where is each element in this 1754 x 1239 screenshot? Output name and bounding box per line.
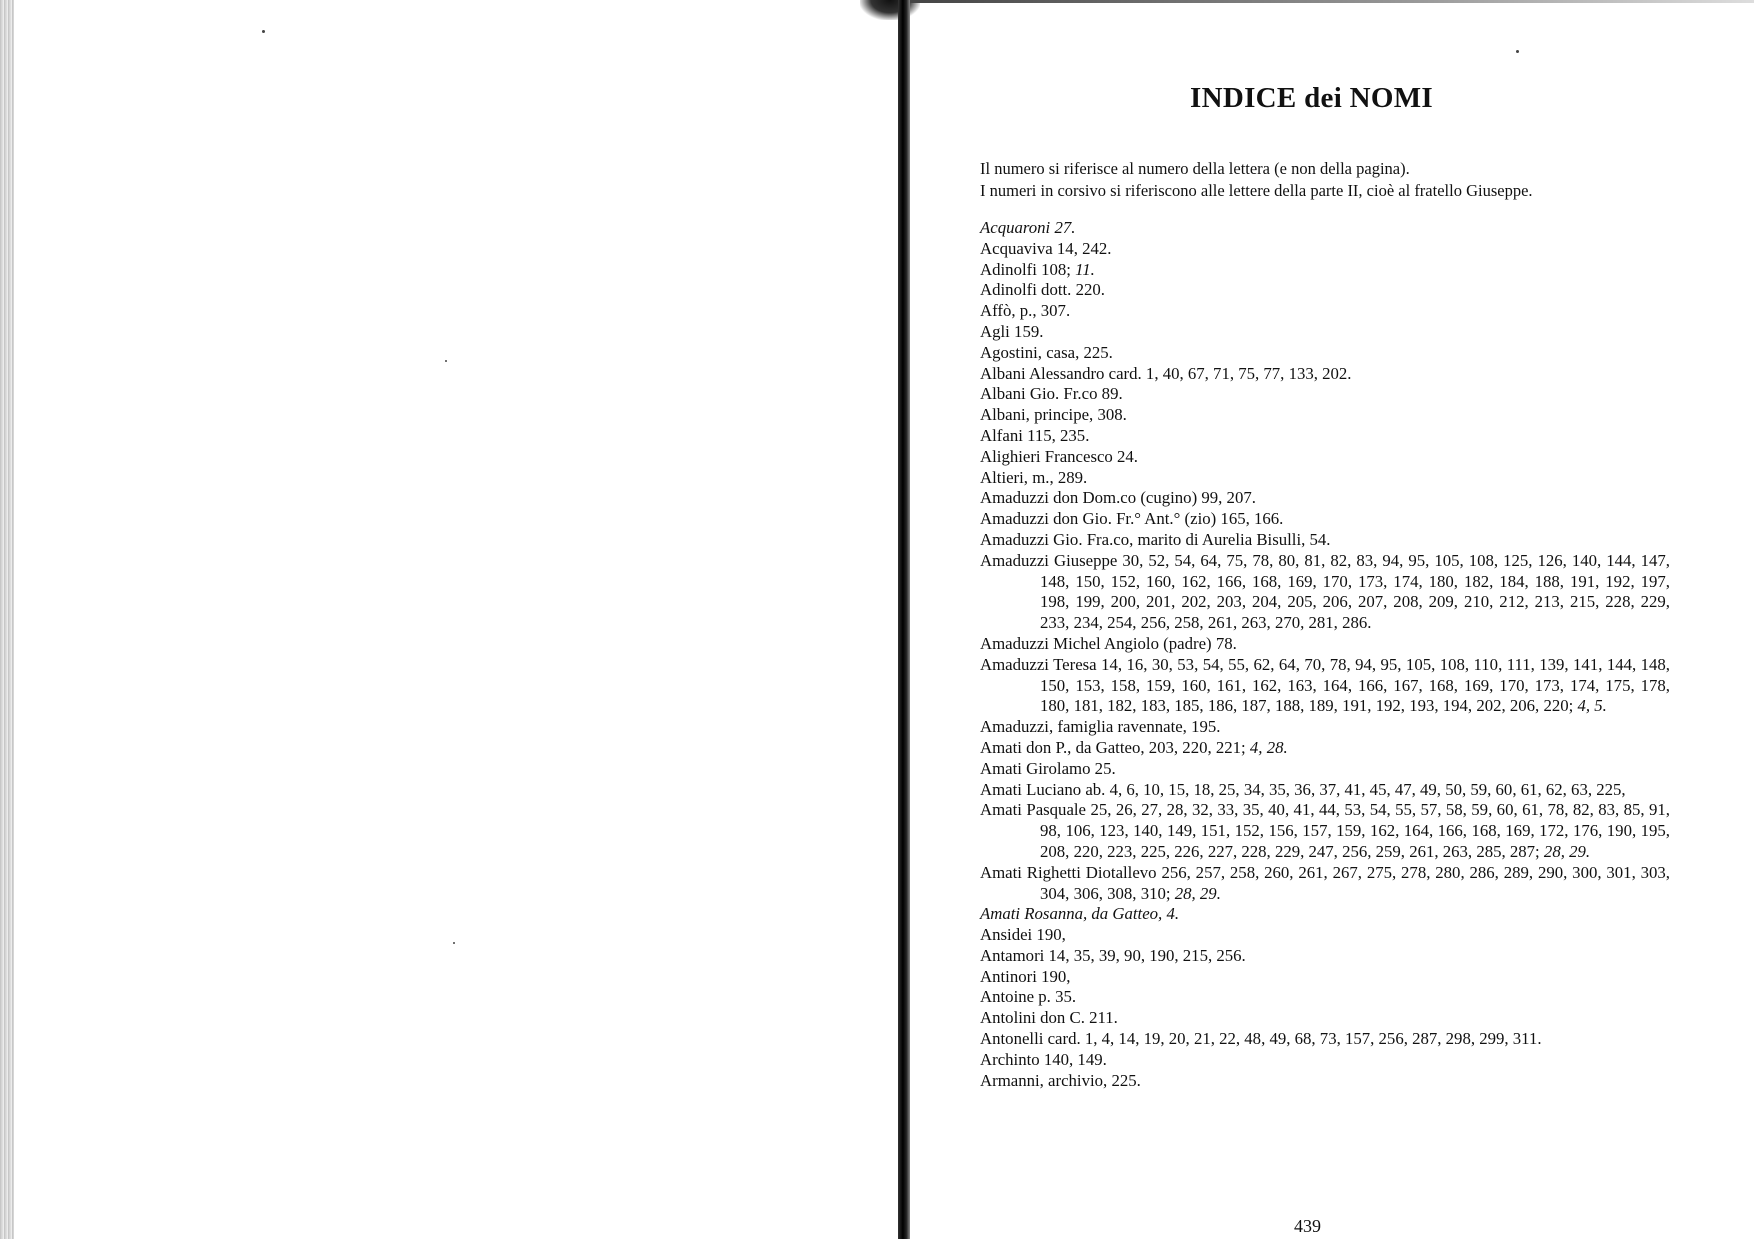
- entry-name: Amati Pasquale: [980, 800, 1087, 820]
- entry-name: Acquaviva: [980, 238, 1053, 258]
- entry-refs-italic: 28, 29.: [1543, 841, 1591, 861]
- index-entry: [980, 301, 1670, 322]
- entry-name: Amaduzzi Teresa: [980, 654, 1097, 674]
- entry-name: Amati Righetti Diotallevo: [980, 862, 1157, 882]
- entry-name: Amaduzzi Giuseppe: [980, 550, 1118, 570]
- entry-refs: 1, 40, 67, 71, 75, 77, 133, 202.: [1145, 363, 1352, 383]
- index-entry: [980, 925, 1670, 946]
- entry-name: Antamori: [980, 945, 1045, 965]
- entry-refs: 220.: [1075, 280, 1105, 300]
- scan-speck: [453, 942, 455, 944]
- entry-refs-italic: 4, 28.: [1249, 737, 1288, 757]
- entry-name: Amaduzzi, famiglia ravennate,: [980, 717, 1187, 737]
- entry-name: Amaduzzi don Gio. Fr.° Ant.° (zio): [980, 509, 1217, 529]
- index-entry: [980, 800, 1670, 862]
- index-entry: [980, 426, 1670, 447]
- index-entry: [980, 987, 1670, 1008]
- entry-name: Amati Luciano ab.: [980, 779, 1106, 799]
- entry-refs-italic: 28, 29.: [1174, 883, 1221, 903]
- index-entry: [980, 967, 1670, 988]
- entry-name: Amaduzzi Gio. Fra.co, marito di Aurelia Bisulli,: [980, 529, 1306, 549]
- entry-name: Amati don P., da Gatteo,: [980, 737, 1145, 757]
- entry-name: Armanni, archivio,: [980, 1070, 1108, 1090]
- entry-refs: 4.: [1166, 904, 1180, 924]
- entry-refs: 24.: [1117, 446, 1138, 466]
- index-entry: [980, 218, 1670, 239]
- entry-refs-italic: 11.: [1075, 259, 1095, 279]
- index-entry: [980, 364, 1670, 385]
- index-entry: [980, 384, 1670, 405]
- entry-refs: 27.: [1054, 218, 1076, 237]
- entry-refs: 108;: [1041, 259, 1071, 279]
- entry-name: Albani Gio. Fr.co: [980, 384, 1098, 404]
- entry-refs: 14, 35, 39, 90, 190, 215, 256.: [1048, 945, 1246, 965]
- entry-name: Antonelli card.: [980, 1029, 1081, 1049]
- entry-refs: 307.: [1040, 301, 1071, 321]
- index-entry: [980, 405, 1670, 426]
- index-entry: [980, 1008, 1670, 1029]
- entry-refs: 115, 235.: [1027, 425, 1090, 445]
- page-edge-stack: [0, 0, 14, 1239]
- entry-name: Alighieri Francesco: [980, 446, 1113, 466]
- entry-refs: 78.: [1215, 633, 1237, 653]
- index-entry: [980, 239, 1670, 260]
- index-entry: [980, 1071, 1670, 1092]
- entry-name: Alfani: [980, 425, 1023, 445]
- binding-shadow: [860, 0, 920, 20]
- index-entry: [980, 863, 1670, 905]
- book-gutter: [898, 0, 910, 1239]
- index-entry: [980, 530, 1670, 551]
- entry-refs: 256, 257, 258, 260, 261, 267, 275, 278, 280, 286, 289, 290, 300, 301, 303, 304, 306, 308, 310;: [1040, 862, 1670, 903]
- scan-speck: [1516, 50, 1519, 53]
- entry-refs: 225.: [1083, 342, 1113, 362]
- entry-name: Acquaroni: [980, 218, 1051, 237]
- entry-refs: 25, 26, 27, 28, 32, 33, 35, 40, 41, 44, 53, 54, 55, 57, 58, 59, 60, 61, 78, 82, 83, 85, 91, 98, 106, 123, 140, 149, 151, 152, 156, 157, 159, 162, 164, 166, 168, 169, 172, 176, 190, 195, 208, 220, 223, 225, 226, 227, 228, 229, 247, 256, 259, 261, 263, 285, 287;: [1040, 800, 1670, 861]
- entry-name: Albani, principe,: [980, 405, 1094, 425]
- entry-refs: 165, 166.: [1220, 509, 1284, 529]
- entry-refs: 35.: [1055, 987, 1077, 1007]
- entry-refs: 4, 6, 10, 15, 18, 25, 34, 35, 36, 37, 41, 45, 47, 49, 50, 59, 60, 61, 62, 63, 225,: [1109, 779, 1626, 799]
- index-entry: [980, 260, 1670, 281]
- entry-name: Antinori: [980, 966, 1037, 986]
- index-entry: [980, 488, 1670, 509]
- entry-refs: 25.: [1094, 758, 1116, 778]
- entry-refs: 14, 242.: [1056, 238, 1112, 258]
- entry-name: Amaduzzi don Dom.co (cugino): [980, 488, 1198, 508]
- page-title: INDICE dei NOMI: [1190, 82, 1433, 114]
- scan-speck: [262, 30, 265, 33]
- entry-refs: 190,: [1036, 925, 1066, 945]
- index-page: [912, 0, 1754, 1239]
- index-entry: [980, 904, 1670, 925]
- index-entry: [980, 634, 1670, 655]
- entry-name: Adinolfi dott.: [980, 280, 1072, 300]
- index-entry: [980, 322, 1670, 343]
- entry-refs: 289.: [1057, 467, 1088, 487]
- entry-name: Albani Alessandro card.: [980, 363, 1142, 383]
- entry-refs: 308.: [1097, 405, 1127, 425]
- entry-refs: 14, 16, 30, 53, 54, 55, 62, 64, 70, 78, 94, 95, 105, 108, 110, 111, 139, 141, 144, 148, 150, 153, 158, 159, 160, 161, 162, 163, 164, 166, 167, 168, 169, 170, 173, 174, 175, 178, 180, 181, 182, 183, 185, 186, 187, 188, 189, 191, 192, 193, 194, 202, 206, 220;: [1040, 654, 1671, 716]
- index-entry: [980, 343, 1670, 364]
- entry-name: Antolini don C.: [980, 1008, 1085, 1028]
- index-entry: [980, 759, 1670, 780]
- entry-refs: 54.: [1309, 529, 1331, 549]
- entry-name: Antoine p.: [980, 987, 1051, 1007]
- name-index-list: [980, 218, 1670, 1091]
- intro-line: I numeri in corsivo si riferiscono alle lettere della parte II, cioè al fratello Giuseppe.: [980, 181, 1533, 200]
- index-entry: [980, 280, 1670, 301]
- entry-refs: 1, 4, 14, 19, 20, 21, 22, 48, 49, 68, 73, 157, 256, 287, 298, 299, 311.: [1084, 1029, 1542, 1049]
- entry-name: Adinolfi: [980, 259, 1037, 279]
- entry-refs: 89.: [1101, 384, 1123, 404]
- entry-name: Archinto: [980, 1049, 1040, 1069]
- index-entry: [980, 509, 1670, 530]
- entry-name: Agli: [980, 321, 1010, 341]
- entry-name: Ansidei: [980, 925, 1033, 945]
- entry-refs: 30, 52, 54, 64, 75, 78, 80, 81, 82, 83, 94, 95, 105, 108, 125, 126, 140, 144, 147, 148, 150, 152, 160, 162, 166, 168, 169, 170, 173, 174, 180, 182, 184, 188, 191, 192, 197, 198, 199, 200, 201, 202, 203, 204, 205, 206, 207, 208, 209, 210, 212, 213, 215, 228, 229, 233, 234, 254, 256, 258, 261, 263, 270, 281, 286.: [1040, 550, 1670, 633]
- entry-refs: 203, 220, 221;: [1148, 737, 1246, 757]
- entry-name: Affò, p.,: [980, 301, 1037, 321]
- index-entry: [980, 1029, 1670, 1050]
- index-entry: [980, 468, 1670, 489]
- intro-line: Il numero si riferisce al numero della lettera (e non della pagina).: [980, 159, 1410, 178]
- index-entry: [980, 738, 1670, 759]
- index-entry: [980, 551, 1670, 634]
- entry-name: Amaduzzi Michel Angiolo (padre): [980, 633, 1212, 653]
- entry-name: Altieri, m.,: [980, 467, 1054, 487]
- index-entry: [980, 1050, 1670, 1071]
- index-entry: [980, 780, 1670, 801]
- page-number: 439: [1294, 1216, 1321, 1236]
- scan-speck: [445, 360, 447, 362]
- index-entry: [980, 447, 1670, 468]
- entry-refs: 99, 207.: [1201, 488, 1256, 508]
- entry-name: Agostini, casa,: [980, 342, 1080, 362]
- entry-name: Amati Girolamo: [980, 758, 1091, 778]
- index-intro: [980, 158, 1533, 202]
- index-entry: [980, 946, 1670, 967]
- index-entry: [980, 655, 1670, 717]
- entry-refs: 159.: [1014, 321, 1044, 341]
- entry-refs: 211.: [1089, 1008, 1118, 1028]
- entry-refs: 190,: [1041, 966, 1071, 986]
- entry-refs: 195.: [1191, 717, 1221, 737]
- entry-refs: 140, 149.: [1043, 1049, 1107, 1069]
- index-entry: [980, 717, 1670, 738]
- entry-name: Amati Rosanna, da Gatteo,: [980, 904, 1163, 924]
- entry-refs: 225.: [1111, 1070, 1141, 1090]
- entry-refs-italic: 4, 5.: [1577, 696, 1607, 716]
